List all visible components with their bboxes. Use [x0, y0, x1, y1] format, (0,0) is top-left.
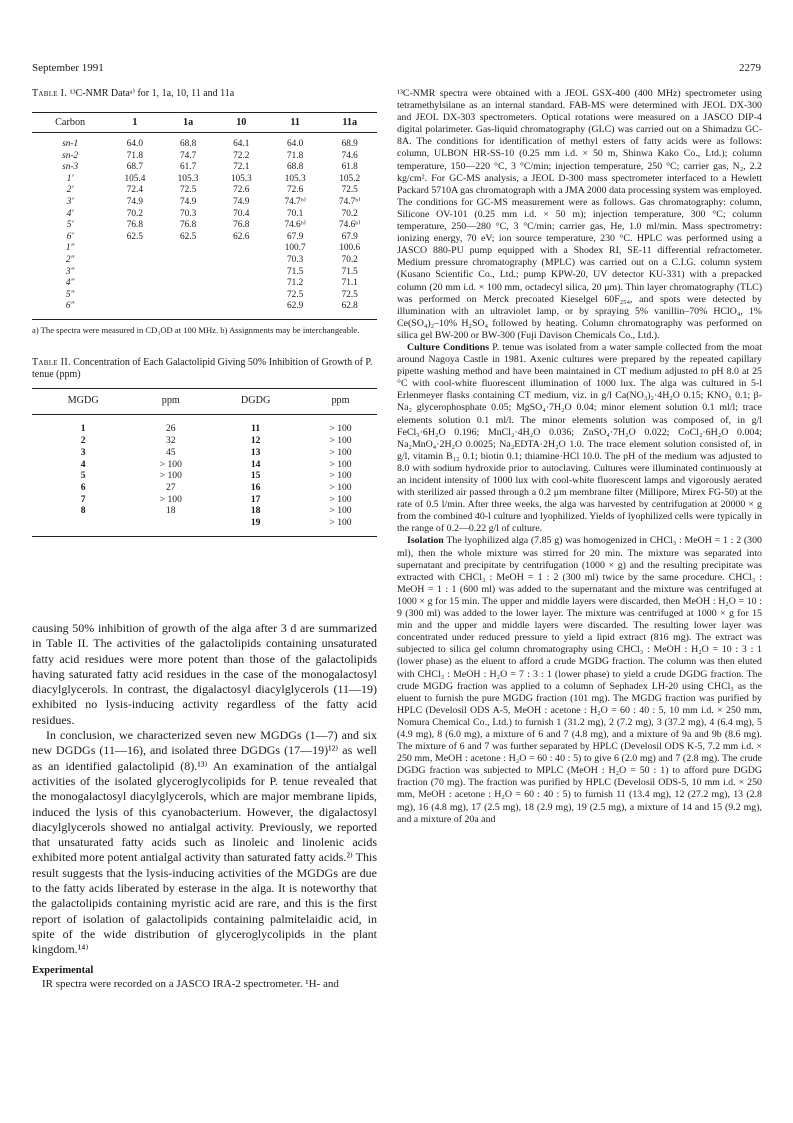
left-column: [32, 88, 377, 990]
table1-cell: [108, 243, 161, 255]
culture-text: P. tenue was isolated from a water sample collected from the moat around Nagoya Castle in 1981. Axenic cultures were prepared by the repeated capillary pipette washing method and have been maintained in CT medium adjusted to pH 8.0 at 25 °C with cool-white fluorescent illumination of 1000 lux. The alga was cultured in 5-l Erlenmeyer flasks containing CT medium, viz. in g/l Ca(NO₃)₂·4H₂O 0.15; KNO₃ 0.1; β-Na₂ glycerophosphate 0.05; MgSO₄·7H₂O 0.04; minor element solution 0.1 ml/l; trace elements solution 0.1 ml/l. The minor elements solution was composed of, in g/l FeCl₃·6H₂O 0.196; MnCl₂·4H₂O 0.036; ZnSO₄·7H₂O 0.022; CoCl₂·6H₂O 0.004; Na₂MnO₄·2H₂O 0.0025; Na₂EDTA·2H₂O 1.0. The trace element solution consisted of, in g/l, vitamin B₁₂ 0.1; biotin 0.1; thiamine·HCl 10.0. The pH of the medium was adjusted to 8.0 with sodium hydroxide prior to autoclaving. Cultures were illuminated continuously at an incident intensity of 1000 lux with cool-white fluorescent lamps and vigorously aerated with sterilized air passed through a 0.2 μm membrane filter (Millipore, Mirex FG-50) at the rate of 0.5 l/min. After three weeks, the alga was harvested by centrifugation at 20000 × g from the combined 40-l culture and lyophilized. Yields of lyophilized cells were typically in the range of 0.2—0.22 g/l of culture.: [397, 341, 762, 535]
table2-compound-number: 5: [80, 470, 86, 482]
table2-row: [32, 517, 377, 536]
table1-cell: 74.7ᵇ⁾: [338, 196, 361, 207]
table1-carbon-label: 5″: [65, 289, 75, 300]
table1-body: [32, 133, 377, 320]
table1-cell: 61.7: [179, 162, 197, 173]
table1-nmr-data: [32, 112, 377, 320]
table2-ppm-value: 26: [166, 423, 176, 435]
table1-cell: 72.4: [126, 185, 144, 196]
table1-cell: 70.3: [179, 208, 197, 219]
table1-cell: 62.5: [179, 231, 197, 242]
table2-compound-number: 17: [250, 493, 261, 505]
table1-cell: [162, 267, 215, 279]
table1-cell: 71.8: [126, 150, 144, 161]
table1-footnote: a) The spectra were measured in CD₃OD at 100 MHz. b) Assignments may be interchangeable.: [32, 324, 360, 335]
table1-cell: 74.6: [341, 150, 358, 161]
experimental-heading: Experimental: [32, 964, 94, 976]
table1-cell: 64.1: [233, 139, 250, 149]
table2-ppm-value: > 100: [159, 458, 182, 470]
table1-cell: 76.8: [126, 220, 144, 231]
table2-compound-number: 16: [250, 481, 261, 493]
table1-caption: [32, 88, 377, 100]
table2-row: [32, 435, 377, 447]
table1-cell: 105.2: [339, 173, 361, 184]
table2-compound-number: 3: [80, 446, 86, 458]
table1-carbon-label: 2′: [66, 185, 74, 196]
table1-cell: 105.4: [124, 173, 146, 184]
table1-cell: [162, 301, 215, 319]
table2-compound-number: [32, 517, 134, 536]
table1-column-header: 1: [108, 113, 161, 133]
table1-title: ¹³C-NMR Dataᵃ⁾ for 1, 1a, 10, 11 and 11a: [69, 88, 235, 99]
table1-carbon-label: sn-2: [62, 150, 79, 161]
table1-cell: [215, 243, 268, 255]
table1-cell: 67.9: [287, 231, 304, 242]
table1-cell: 61.8: [341, 162, 358, 173]
table1-cell: 72.6: [233, 185, 250, 196]
paragraph-conclusion: In conclusion, we characterized seven new MGDGs (1—7) and six new DGDGs (11—16), and isolated three DGDGs (17—19)¹²⁾ as well as an identified galactolipid (8).¹³⁾ An examination of the antialgal activities of the isolated glyceroglycolipids for P. tenue revealed that the monogalactosyl diacylglycerols, which are major membrane lipids, induced the lysis of this cyanobacterium. However, the digalactosyl diacylglycerols showed no antialgal activity. Previously, we reported that unsaturated fatty acids such as linoleic and linolenic acids exhibited more potent antialgal activity than saturated fatty acids.²⁾ This result suggests that the lysis-inducing activities of the MGDGs are due to the fatty acids liberated by esterase in the alga. It is noteworthy that the galactolipids containing myristic acid are rare, and this is the first report of isolation of galactolipids containing palmitelaidic acid, in spite of the wide distribution of glyceroglycolipids in the plant kingdom.¹⁴⁾: [32, 728, 377, 957]
table2-compound-number: 15: [250, 470, 261, 482]
table2-compound-number: 4: [80, 458, 86, 470]
table1-cell: 105.3: [177, 173, 199, 184]
table1-cell: [162, 290, 215, 302]
table1-carbon-label: 2″: [65, 254, 75, 265]
table1-column-header: 1a: [162, 113, 215, 133]
table1-cell: 74.9: [126, 196, 144, 207]
table2-header-row: [32, 389, 377, 415]
table2-compound-number: 13: [250, 446, 261, 458]
table1-carbon-label: 5′: [66, 220, 74, 231]
table1-cell: 74.7ᵇ⁾: [284, 196, 306, 207]
isolation-text: The lyophilized alga (7.85 g) was homogenized in CHCl₃ : MeOH = 1 : 2 (300 ml), then the whole mixture was stirred for 20 min. The mixture was separated into supernatant and precipitate by centrifugation (1000 × g) and the resulting precipitate was extracted with CHCl₃ : MeOH = 1 : 2 (300 ml) twice by the same procedure. CHCl₃ : MeOH = 1 : 1 (600 ml) was added to the supernatant and the mixture was centrifuged at 1000 × g for 15 min. The upper and middle layers were discarded, then MeOH : H₂O = 10 : 9 (300 ml) was added to the lower layer. The mixture was centrifuged at 1000 × g for 15 min and the upper and middle layers were discarded. The resulting lower layer was concentrated under reduced pressure to yield a lipid extract (816 mg). The extract was subjected to silica gel column chromatography using CHCl₃ : MeOH : H₂O = 10 : 3 : 1 (lower phase) as the eluent to afford a crude MGDG fraction. The column was then eluted with CHCl₃ : MeOH : H₂O = 7 : 3 : 1 (lower phase) to yield a crude DGDG fraction. The crude MGDG fraction was applied to a column of Sephadex LH-20 using CHCl₃ as the eluent to furnish the pure MGDG fraction (101 mg). The MGDG fraction was purified by HPLC (Develosil ODS A-5, MeOH : acetone : H₂O = 60 : 40 : 5, 10 mm i.d. × 250 mm, Nomura Chemical Co., Ltd.) to furnish 1 (31.2 mg), 2 (7.2 mg), 3 (37.2 mg), 4 (6.4 mg), 5 (4.9 mg), 8 (6.0 mg), a mixture of 6 and 7 (4.8 mg), and a mixture of 9a and 9b (8.6 mg). The mixture of 6 and 7 was further separated by HPLC (Develosil ODS K-5, 7.2 mm i.d. × 250 mm, MeOH : acetone : H₂O = 60 : 40 : 5) to give 6 (2.0 mg) and 7 (2.8 mg). The crude DGDG fraction was subjected to MPLC (MeOH : H₂O = 50 : 1) to afford pure DGDG fraction (70 mg). The fraction was purified by HPLC (Develosil ODS-5, 10 mm i.d. × 250 mm, MeOH : acetone : H₂O = 60 : 40 : 5) to furnish 11 (13.4 mg), 12 (27.2 mg), 13 (2.8 mg), 16 (4.8 mg), 17 (2.5 mg), 18 (2.9 mg), 19 (2.5 mg), a mixture of 14 and 15 (9.2 mg), and a mixture of 20a and: [397, 535, 762, 825]
table2-compound-number: 2: [80, 435, 86, 447]
table1-row: [32, 209, 377, 221]
right-column: [397, 88, 762, 826]
table1-cell: 72.2: [233, 150, 250, 161]
table1-row: [32, 267, 377, 279]
table1-cell: 74.9: [233, 196, 250, 207]
table1-cell: 72.5: [179, 185, 197, 196]
table1-header-row: [32, 113, 377, 133]
table1-cell: 70.3: [287, 254, 304, 265]
table1-cell: 62.5: [126, 231, 144, 242]
table1-column-header: Carbon: [32, 113, 108, 133]
table1-carbon-label: 4″: [65, 278, 75, 289]
table2-ppm-value: [134, 517, 207, 536]
table1-carbon-label: 3″: [65, 266, 75, 277]
page-number: 2279: [739, 62, 761, 74]
table2-column-header: DGDG: [207, 389, 304, 415]
table1-carbon-label: 6′: [66, 231, 74, 242]
table1-cell: 71.5: [287, 266, 304, 277]
table1-cell: 71.1: [341, 278, 358, 289]
table1-carbon-label: 3′: [66, 196, 74, 207]
table2-column-header: ppm: [304, 389, 377, 415]
table1-cell: 72.5: [341, 185, 358, 196]
table1-cell: [108, 290, 161, 302]
table1-cell: [215, 267, 268, 279]
table1-cell: 74.7: [179, 150, 197, 161]
table1-column-header: 10: [215, 113, 268, 133]
table1-row: [32, 151, 377, 163]
table1-cell: 105.3: [230, 173, 252, 184]
table1-cell: [108, 255, 161, 267]
table2-compound-number: 7: [80, 493, 86, 505]
table2-ppm-value: 32: [166, 435, 176, 447]
table2-row: [32, 482, 377, 494]
paragraph-instruments: ¹³C-NMR spectra were obtained with a JEOL GSX-400 (400 MHz) spectrometer using tetramethylsilane as an internal standard. FAB-MS were determined with JEOL DX-300 and JEOL DX-303 spectrometers. Optical rotations were measured on a JASCO DIP-4 digital polarimeter. Gas-liquid chromatography (GLC) was carried out on a Shimadzu GC-8A. The conditions for identification of methyl esters of fatty acids were as follows: column, ULBON HR-SS-10 (0.25 mm i.d. × 50 m, Shinwa Kako Co., Ltd.); column temperature, 150—220 °C, 3 °C/min; injection temperature, 250 °C; carrier gas, N₂, 2.2 kg/cm². For GC-MS analysis, a JEOL D-300 mass spectrometer interfaced to a Hewlett Packard 5710A gas chromatograph with a JMA 2000 data processing system was employed. The conditions for GC-MS measurement were as follows. Gas chromatography: column, Silicone OV-101 (0.25 mm i.d. × 50 m); injection temperature, 300 °C; column temperature, 250—280 °C, 3 °C/min; carrier gas, He, 1.0 ml/min. Mass spectrometry: ionizing energy, 70 eV; ion source temperature, 230 °C. HPLC was performed using a JASCO 880-PU pump equipped with a Shodex RI, SE-11 differential refractometer. Medium pressure chromatography (MPLC) was carried out on a C.I.G. column system (Kusano Scientific Co., Ltd.; pump KPW-20, UV detector KU-331) with a prepacked column (20 mm i.d. × 100 mm, octadecyl silica, 20 μm). Thin layer chromatography (TLC) was performed on Merck precoated Kieselgel 60F₂₅₄, and spots were detected by illumination with an ultraviolet lamp, or by spraying 5% vanillin–70% HClO₄, 1% Ce(SO₄)₂–10% H₂SO₄ followed by heating. Column chromatography was performed on silica gel BW-200 or BW-300 (Fuji Davison Chemicals Co., Ltd.).: [397, 88, 762, 341]
table2-ppm-value: > 100: [329, 423, 352, 435]
table2-ppm-value: > 100: [329, 481, 352, 493]
table1-row: [32, 185, 377, 197]
table2-ppm-value: > 100: [159, 470, 182, 482]
table1-cell: 72.1: [233, 162, 250, 173]
running-head-date: September 1991: [32, 62, 104, 74]
experimental-intro: IR spectra were recorded on a JASCO IRA-2 spectrometer. ¹H- and: [42, 977, 339, 990]
table2-ppm-value: 45: [166, 446, 176, 458]
table1-cell: 62.6: [233, 231, 250, 242]
table1-row: [32, 278, 377, 290]
table1-cell: 76.8: [233, 220, 250, 231]
table1-cell: [215, 278, 268, 290]
table1-cell: 70.2: [341, 208, 358, 219]
table1-cell: 64.0: [126, 139, 144, 149]
table2-caption: [32, 357, 377, 381]
left-body-text: [32, 621, 377, 991]
table2-label: Table II.: [32, 357, 71, 369]
table1-column-header: 11: [268, 113, 323, 133]
table2-ppm-value: 27: [166, 481, 176, 493]
table1-label: Table I.: [32, 88, 68, 99]
table1-cell: [162, 255, 215, 267]
table1-row: [32, 232, 377, 244]
table2-ppm-value: > 100: [329, 458, 352, 470]
table2-row: [32, 447, 377, 459]
table1-row: [32, 133, 377, 151]
table2-body: [32, 415, 377, 536]
table1-cell: 74.6ᵇ⁾: [284, 220, 306, 231]
table1-cell: 70.2: [341, 254, 358, 265]
table1-cell: 70.1: [287, 208, 304, 219]
table2-compound-number: 11: [251, 423, 261, 435]
table1-cell: [215, 290, 268, 302]
table1-cell: [162, 278, 215, 290]
table2-column-header: MGDG: [32, 389, 134, 415]
table1-cell: 76.8: [179, 220, 197, 231]
table2-column-header: ppm: [134, 389, 207, 415]
table2-ppm-value: > 100: [329, 493, 352, 505]
table2-row: [32, 459, 377, 471]
table1-row: [32, 255, 377, 267]
table1-carbon-label: sn-1: [62, 139, 79, 149]
table1-row: [32, 301, 377, 319]
culture-heading: Culture Conditions: [407, 341, 490, 353]
paragraph-results: causing 50% inhibition of growth of the alga after 3 d are summarized in Table II. The activities of the galactolipids containing unsaturated fatty acid residues were more potent than those of the galactolipids having saturated fatty acid residues in the case of the monogalactosyl diacylglycerols. In contrast, the digalactosyl diacylglycerols (11—19) exhibited no lysis-inducing activity regardless of the fatty acid residues.: [32, 621, 377, 727]
table2-compound-number: 18: [250, 505, 261, 517]
table2-compound-number: 1: [80, 423, 86, 435]
table1-cell: [108, 278, 161, 290]
table1-cell: 70.4: [233, 208, 250, 219]
table1-cell: 71.2: [287, 278, 304, 289]
paragraph-isolation: [397, 535, 762, 825]
table1-cell: 100.7: [284, 243, 306, 254]
table2-inhibition: [32, 388, 377, 536]
table2-compound-number: 19: [207, 517, 304, 536]
table1-cell: 68.8: [287, 162, 304, 173]
table1-row: [32, 220, 377, 232]
table1-row: [32, 290, 377, 302]
table1-cell: 68.7: [126, 162, 144, 173]
table2-compound-number: 8: [80, 505, 86, 517]
table1-column-header: 11a: [322, 113, 377, 133]
table1-cell: 72.6: [287, 185, 304, 196]
table2-ppm-value: > 100: [304, 517, 377, 536]
table1-cell: 70.2: [126, 208, 144, 219]
table1-row: [32, 243, 377, 255]
table1-cell: 72.5: [341, 289, 358, 300]
table1-carbon-label: sn-3: [62, 162, 79, 173]
table1-cell: 67.9: [341, 231, 358, 242]
table2-ppm-value: > 100: [159, 493, 182, 505]
table1-cell: [108, 267, 161, 279]
table2-compound-number: 6: [80, 481, 86, 493]
table1-cell: 71.8: [287, 150, 304, 161]
table1-cell: 68.9: [341, 139, 358, 149]
table2-ppm-value: > 100: [329, 470, 352, 482]
table1-cell: 62.8: [322, 301, 377, 319]
table1-cell: 105.3: [284, 173, 306, 184]
table1-cell: 64.0: [287, 139, 304, 149]
table2-row: [32, 415, 377, 435]
table1-cell: 100.6: [339, 243, 361, 254]
table1-carbon-label: 6″: [32, 301, 108, 319]
table1-cell: 74.6ᵇ⁾: [338, 220, 361, 231]
table2-compound-number: 12: [250, 435, 261, 447]
table2-ppm-value: > 100: [329, 435, 352, 447]
table1-cell: 62.9: [268, 301, 323, 319]
table2-row: [32, 494, 377, 506]
table1-row: [32, 197, 377, 209]
isolation-heading: Isolation: [407, 535, 444, 547]
table2-ppm-value: > 100: [329, 505, 352, 517]
table2-title: Concentration of Each Galactolipid Giving 50% Inhibition of Growth of P. tenue (ppm): [32, 357, 373, 381]
table1-cell: 72.5: [287, 289, 304, 300]
table1-cell: [162, 243, 215, 255]
paragraph-culture: [397, 342, 762, 536]
table2-compound-number: 14: [250, 458, 261, 470]
table1-cell: [215, 301, 268, 319]
table2-ppm-value: 18: [166, 505, 176, 517]
table2-row: [32, 470, 377, 482]
table1-carbon-label: 1′: [66, 173, 74, 184]
table1-cell: 68.8: [179, 139, 197, 149]
table1-row: [32, 162, 377, 174]
table1-carbon-label: 4′: [66, 208, 74, 219]
table2-row: [32, 505, 377, 517]
table1-cell: [108, 301, 161, 319]
table1-cell: 71.5: [341, 266, 358, 277]
table1-row: [32, 174, 377, 186]
table1-cell: 74.9: [179, 196, 197, 207]
table2-ppm-value: > 100: [329, 446, 352, 458]
table1-carbon-label: 1″: [65, 243, 75, 254]
table1-cell: [215, 255, 268, 267]
